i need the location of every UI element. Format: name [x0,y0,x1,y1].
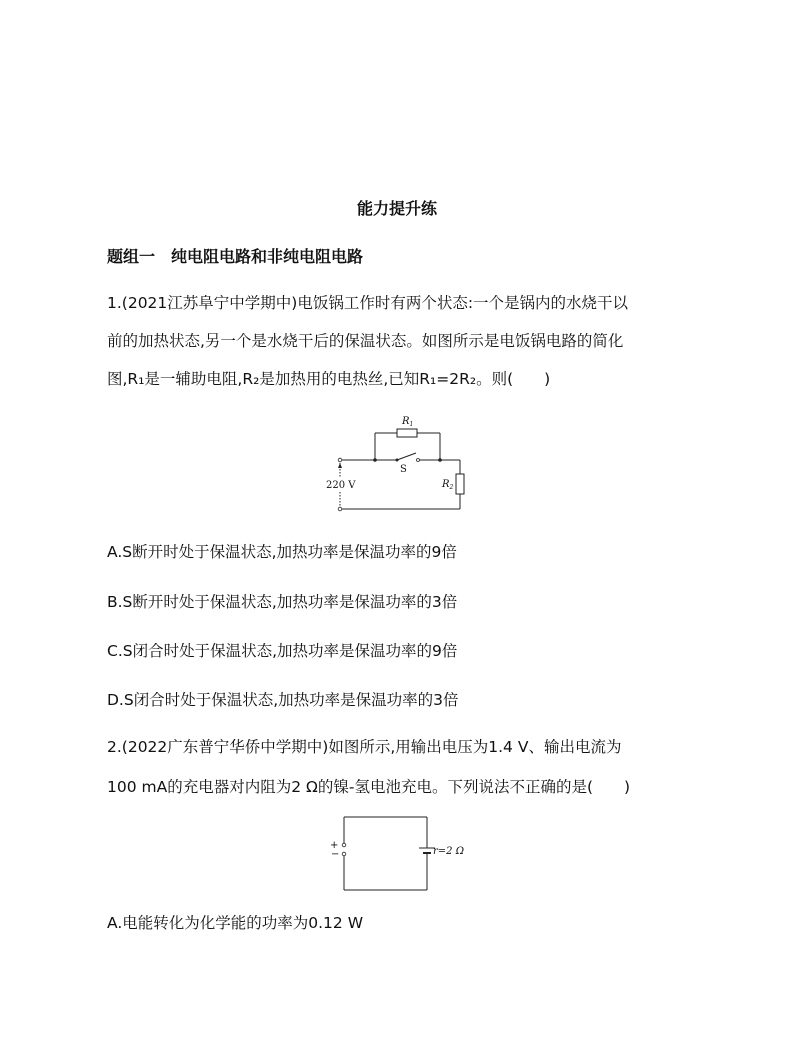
q1-switch-s [397,453,416,460]
q1-r2-label: $R_2$ [442,479,454,491]
q2-stem-line-1: 2.(2022广东普宁华侨中学期中)如图所示,用输出电压为1.4 V、输出电流为 [107,738,622,756]
q1-switch-contact [417,459,420,462]
q1-stem-line-2: 前的加热状态,另一个是水烧干后的保温状态。如图所示是电饭锅电路的简化 [107,332,624,350]
q1-r1-label: $R_1$ [402,416,414,428]
q1-junction-right [438,458,442,462]
q1-switch-label: S [400,464,407,475]
q1-resistor-r2 [456,474,464,494]
q1-switch-pivot [396,459,399,462]
q2-plus-label: + [330,840,339,851]
q1-resistor-r1 [397,429,417,437]
q2-terminal-minus [342,852,346,856]
q2-option-a: A.电能转化为化学能的功率为0.12 W [107,914,364,932]
section-title: 能力提升练 [356,199,437,218]
q1-option-b: B.S断开时处于保温状态,加热功率是保温功率的3倍 [107,593,458,611]
q1-option-a: A.S断开时处于保温状态,加热功率是保温功率的9倍 [107,543,457,561]
q1-stem-line-1: 1.(2021江苏阜宁中学期中)电饭锅工作时有两个状态:一个是锅内的水烧干以 [107,294,629,312]
q1-terminal-top [338,458,342,462]
q1-option-c: C.S闭合时处于保温状态,加热功率是保温功率的9倍 [107,642,458,660]
q2-terminal-plus [342,843,346,847]
q2-internal-resistance-label: r=2 Ω [433,846,464,857]
q1-option-d: D.S闭合时处于保温状态,加热功率是保温功率的3倍 [107,691,459,709]
q2-circuit-diagram [325,812,475,897]
q2-stem-line-2: 100 mA的充电器对内阻为2 Ω的镍-氢电池充电。下列说法不正确的是( ) [107,778,631,796]
q1-arrow-head-icon [338,463,342,468]
q1-stem-line-3: 图,R₁是一辅助电阻,R₂是加热用的电热丝,已知R₁=2R₂。则( ) [107,370,551,388]
q1-terminal-bottom [338,507,342,511]
q1-junction-left [373,458,377,462]
q1-voltage-label: 220 V [326,480,356,491]
q1-circuit-diagram [320,408,470,518]
q2-minus-label: − [331,849,340,860]
group-title: 题组一 纯电阻电路和非纯电阻电路 [107,247,364,266]
